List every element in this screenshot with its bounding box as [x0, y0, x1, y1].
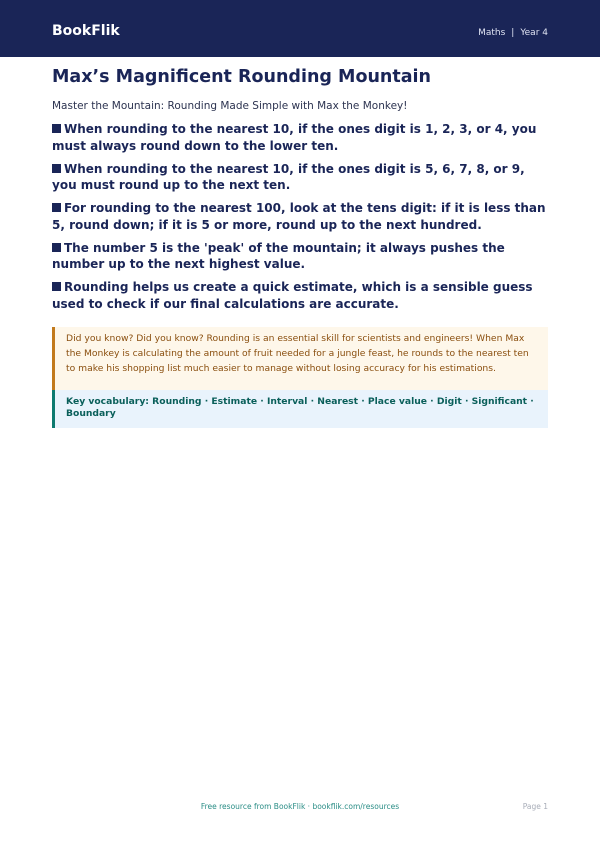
key-point-text: The number 5 is the 'peak' of the mountain; it always pushes the number up to the next highest value.: [52, 240, 505, 271]
subject-label: Maths: [478, 28, 506, 38]
page-subtitle: Master the Mountain: Rounding Made Simple with Max the Monkey!: [52, 100, 408, 112]
page-title: Max’s Magnificent Rounding Mountain: [52, 67, 432, 87]
key-points-list: [52, 121, 552, 319]
key-point-item: [52, 200, 552, 233]
key-point-text: When rounding to the nearest 10, if the ones digit is 1, 2, 3, or 4, you must always round down to the lower ten.: [52, 122, 537, 153]
did-you-know-callout: [52, 327, 548, 390]
page-number: Page 1: [522, 802, 548, 811]
bullet-square-icon: [52, 203, 61, 212]
key-point-text: For rounding to the nearest 100, look at the tens digit: if it is less than 5, round down; if it is 5 or more, round up to the next hundred.: [52, 201, 546, 232]
callout-text: Did you know? Did you know? Rounding is an essential skill for scientists and engineers! When Max the Monkey is calculating the amount of fruit needed for a jungle feast, he rounds to the nearest ten to make his shopping list much easier to manage without losing accuracy for his estimations.: [66, 333, 529, 374]
footer-credit[interactable]: Free resource from BookFlik · bookflik.com/resources: [200, 802, 400, 811]
vocabulary-text: Key vocabulary: Rounding · Estimate · Interval · Nearest · Place value · Digit · Significant · Boundary: [66, 396, 534, 419]
bullet-square-icon: [52, 164, 61, 173]
brand-logo-text[interactable]: BookFlik: [52, 23, 120, 39]
bullet-square-icon: [52, 243, 61, 252]
bullet-square-icon: [52, 124, 61, 133]
key-point-item: [52, 279, 552, 312]
key-point-item: [52, 161, 552, 194]
year-label: Year 4: [520, 28, 548, 38]
key-point-item: [52, 121, 552, 154]
key-point-text: Rounding helps us create a quick estimate, which is a sensible guess used to check if our final calculations are accurate.: [52, 280, 533, 311]
key-point-item: [52, 240, 552, 273]
key-point-text: When rounding to the nearest 10, if the ones digit is 5, 6, 7, 8, or 9, you must round up to the next ten.: [52, 161, 525, 192]
meta-separator: |: [511, 28, 515, 38]
header-bar: [0, 0, 600, 57]
key-vocabulary-box: [52, 390, 548, 428]
bullet-square-icon: [52, 282, 61, 291]
subject-meta: [478, 27, 548, 39]
